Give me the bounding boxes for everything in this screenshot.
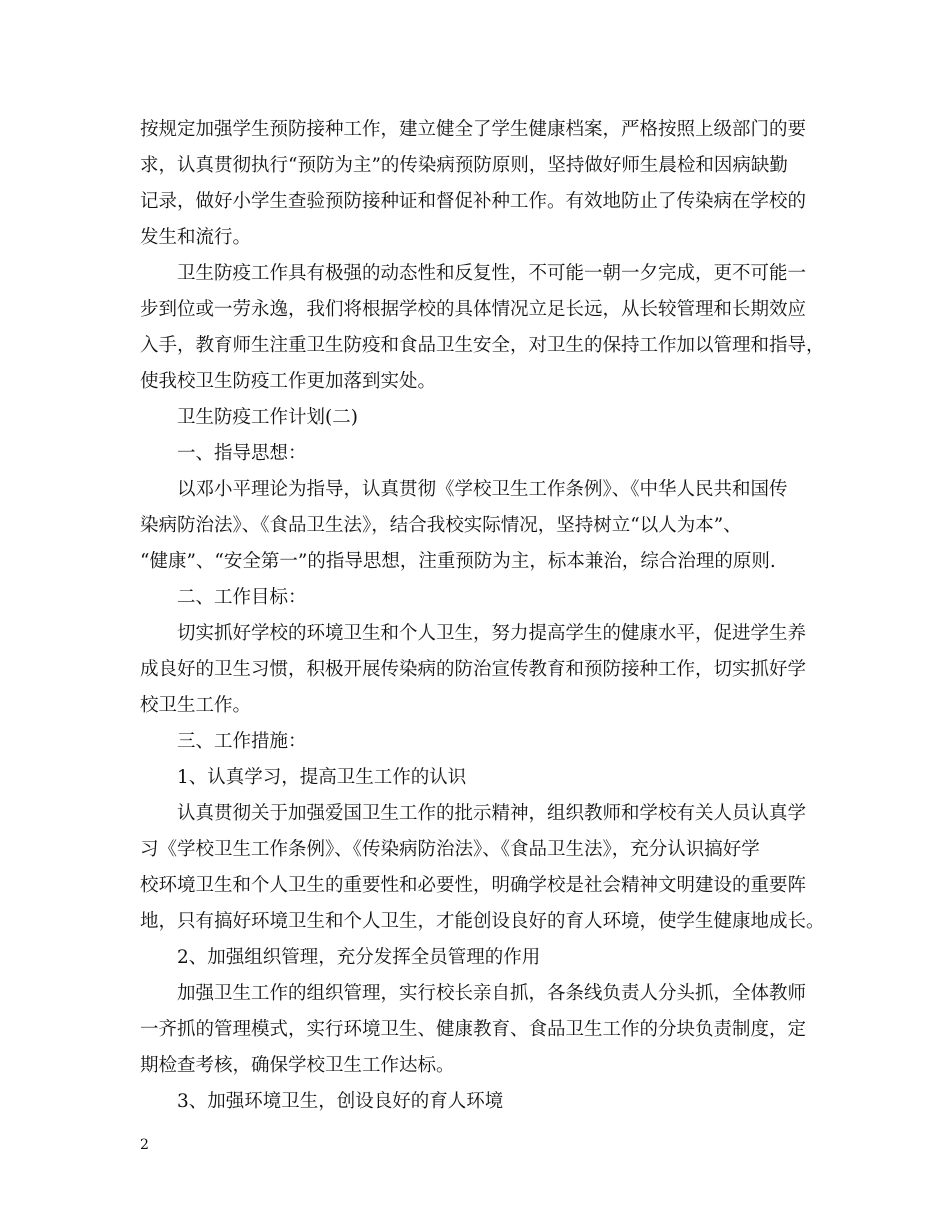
body-text-line: 成良好的卫生习惯，积极开展传染病的防治宣传教育和预防接种工作，切实抓好学 bbox=[140, 659, 807, 680]
body-text-line: 一齐抓的管理模式，实行环境卫生、健康教育、食品卫生工作的分块负责制度，定 bbox=[140, 1019, 807, 1040]
body-text-line: 染病防治法》、《食品卫生法》，结合我校实际情况，坚持树立“以人为本”、 bbox=[140, 515, 742, 536]
body-text-line: 发生和流行。 bbox=[140, 227, 252, 248]
page-number: 2 bbox=[140, 1137, 149, 1153]
subsection-heading: 3、加强环境卫生，创设良好的育人环境 bbox=[177, 1091, 504, 1112]
body-text-line: 卫生防疫工作具有极强的动态性和反复性，不可能一朝一夕完成，更不可能一 bbox=[177, 263, 807, 284]
subsection-heading: 1、认真学习，提高卫生工作的认识 bbox=[177, 767, 467, 788]
body-text-line: 习《学校卫生工作条例》、《传染病防治法》、《食品卫生法》，充分认识搞好学 bbox=[140, 839, 760, 860]
body-text-line: 使我校卫生防疫工作更加落到实处。 bbox=[140, 371, 437, 392]
body-text-line: 记录，做好小学生查验预防接种证和督促补种工作。有效地防止了传染病在学校的 bbox=[140, 191, 807, 212]
body-text-line: 期检查考核，确保学校卫生工作达标。 bbox=[140, 1055, 455, 1076]
body-text-line: “健康”、“安全第一”的指导思想，注重预防为主，标本兼治，综合治理的原则. bbox=[140, 551, 776, 572]
body-text-line: 切实抓好学校的环境卫生和个人卫生，努力提高学生的健康水平，促进学生养 bbox=[177, 623, 807, 644]
section-heading: 二、工作目标： bbox=[177, 587, 307, 608]
body-text-line: 求，认真贯彻执行“预防为主”的传染病预防原则，坚持做好师生晨检和因病缺勤 bbox=[140, 155, 788, 176]
body-text-line: 加强卫生工作的组织管理，实行校长亲自抓，各条线负责人分头抓，全体教师 bbox=[177, 983, 807, 1004]
body-text-line: 入手，教育师生注重卫生防疫和食品卫生安全，对卫生的保持工作加以管理和指导， bbox=[140, 335, 825, 356]
section-heading: 一、指导思想： bbox=[177, 443, 307, 464]
body-text-line: 校卫生工作。 bbox=[140, 695, 252, 716]
body-text-line: 按规定加强学生预防接种工作，建立健全了学生健康档案，严格按照上级部门的要 bbox=[140, 119, 807, 140]
subsection-heading: 2、加强组织管理，充分发挥全员管理的作用 bbox=[177, 947, 541, 968]
body-text-line: 校环境卫生和个人卫生的重要性和必要性，明确学校是社会精神文明建设的重要阵 bbox=[140, 875, 807, 896]
body-text-line: 地，只有搞好环境卫生和个人卫生，才能创设良好的育人环境，使学生健康地成长。 bbox=[140, 911, 825, 932]
body-text-line: 以邓小平理论为指导，认真贯彻《学校卫生工作条例》、《中华人民共和国传 bbox=[177, 479, 788, 500]
section-heading: 三、工作措施： bbox=[177, 731, 307, 752]
section-title: 卫生防疫工作计划(二) bbox=[177, 407, 358, 428]
body-text-line: 步到位或一劳永逸，我们将根据学校的具体情况立足长远，从长较管理和长期效应 bbox=[140, 299, 807, 320]
body-text-line: 认真贯彻关于加强爱国卫生工作的批示精神，组织教师和学校有关人员认真学 bbox=[177, 803, 807, 824]
